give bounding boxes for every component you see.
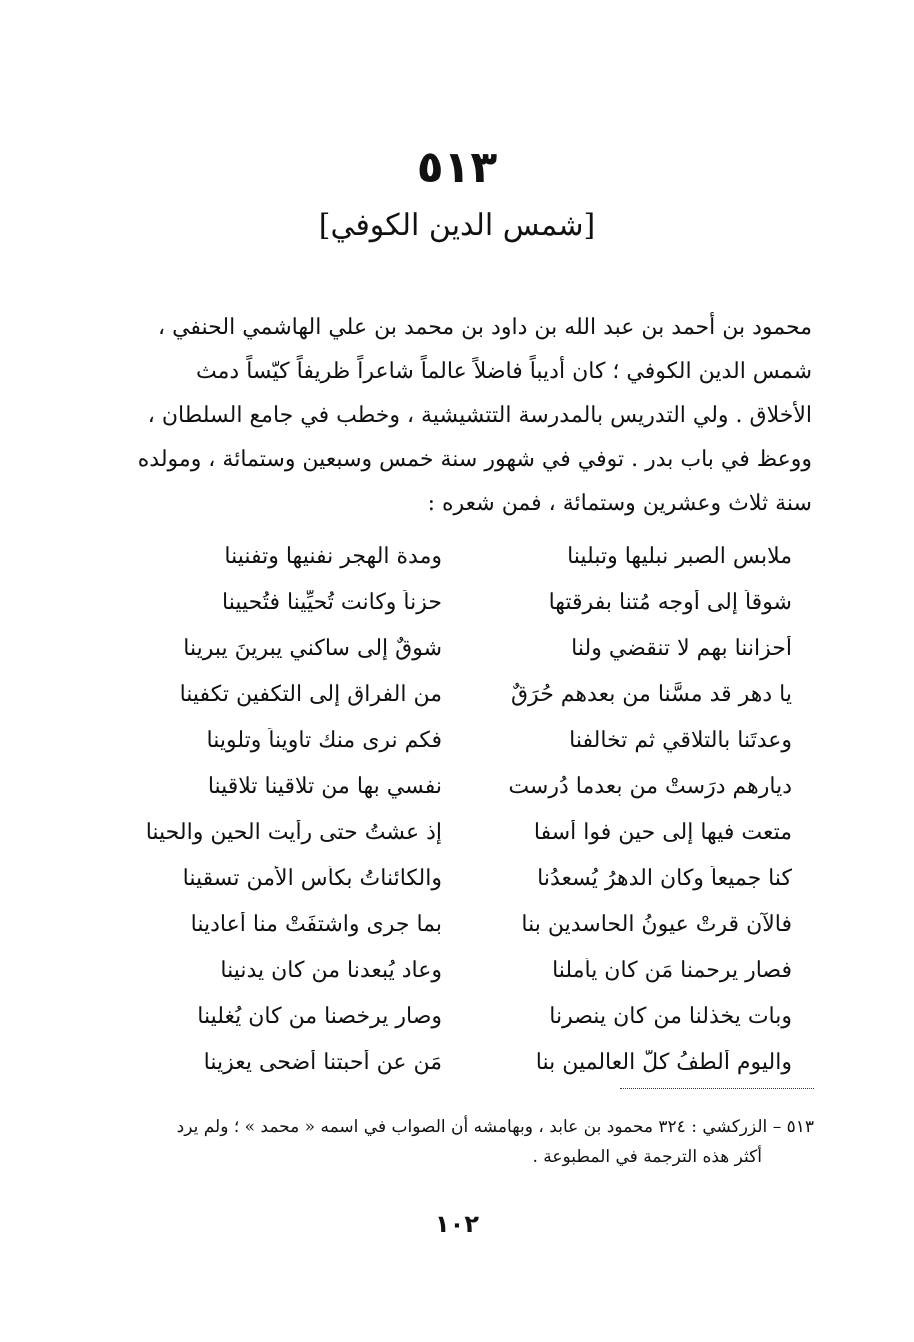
bio-line: سنة ثلاث وعشرين وستمائة ، فمن شعره : xyxy=(427,491,812,516)
verse-first-hemistich: ديارهم درَستْ من بعدما دُرست xyxy=(508,773,792,799)
verse-second-hemistich: ومدة الهجر نفنيها وتفنينا xyxy=(224,543,442,569)
poem-verse xyxy=(112,763,792,809)
verse-first-hemistich: شوقاً إلى أوجه مُتنا بفرقتها xyxy=(548,589,792,615)
verse-first-hemistich: ملابس الصبر نبليها وتبلينا xyxy=(567,543,792,569)
poem-verse xyxy=(112,579,792,625)
biography-paragraph xyxy=(112,306,812,526)
verse-first-hemistich: واليوم ألطفُ كلّ العالمين بنا xyxy=(535,1049,792,1075)
verse-first-hemistich: متعت فيها إلى حين فوا أسفا xyxy=(533,819,792,845)
verse-first-hemistich: يا دهر قد مسَّنا من بعدهم حُرَقٌ xyxy=(510,681,792,707)
bio-line: الأخلاق . ولي التدريس بالمدرسة التتشيشية ، وخطب في جامع السلطان ، xyxy=(147,403,812,428)
poem-verse xyxy=(112,1039,792,1085)
verse-second-hemistich: بما جرى واشتفَتْ منا أعادينا xyxy=(190,911,442,937)
verse-second-hemistich: من الفراق إلى التكفين تكفينا xyxy=(179,681,442,707)
verse-second-hemistich: والكائناتُ بكأسِ الأمن تسقينا xyxy=(182,865,442,891)
entry-title: [شمس الدين الكوفي] xyxy=(318,208,596,243)
verse-second-hemistich: مَن عن أحبتنا أضحى يعزينا xyxy=(203,1049,442,1075)
poem-verse xyxy=(112,947,792,993)
poem-verse xyxy=(112,717,792,763)
verse-second-hemistich: إذ عشتُ حتى رأيت الحين والحينا xyxy=(145,819,442,845)
poem-verse xyxy=(112,625,792,671)
page-number: ١٠٢ xyxy=(435,1210,479,1238)
verse-first-hemistich: وعدتَنا بالتلاقي ثم تخالفنا xyxy=(569,727,792,753)
footnote-line: ٥١٣ – الزركشي : ٣٢٤ محمود بن عابد ، وبهامشه أن الصواب في اسمه « محمد » ؛ ولم يرد xyxy=(176,1117,814,1137)
bio-line: شمس الدين الكوفي ؛ كان أديباً فاضلاً عالماً شاعراً ظريفاً كيّساً دمث xyxy=(196,359,812,384)
poem-verse xyxy=(112,855,792,901)
poem-verse xyxy=(112,671,792,717)
poem-verse xyxy=(112,809,792,855)
footnote-divider xyxy=(620,1088,814,1089)
poem-verse xyxy=(112,901,792,947)
entry-number: ٥١٣ xyxy=(416,142,498,193)
verse-first-hemistich: كنا جميعاً وكان الدهرُ يُسعدُنا xyxy=(537,865,792,891)
verse-second-hemistich: حزناً وكانت تُحيِّينا فتُحيينا xyxy=(222,589,442,615)
footnote-line: أكثر هذه الترجمة في المطبوعة . xyxy=(532,1147,762,1167)
verse-first-hemistich: أحزاننا بهم لا تنقضي ولنا xyxy=(571,635,792,661)
verse-second-hemistich: وعاد يُبعدنا من كان يدنينا xyxy=(220,957,442,983)
verse-second-hemistich: شوقٌ إلى ساكني يبرينَ يبرينا xyxy=(183,635,442,661)
poem-verse xyxy=(112,533,792,579)
bio-line: ووعظ في باب بدر . توفي في شهور سنة خمس وسبعين وستمائة ، ومولده xyxy=(137,447,812,472)
verse-second-hemistich: وصار يرخصنا من كان يُغلينا xyxy=(197,1003,442,1029)
poem xyxy=(112,533,792,1085)
verse-first-hemistich: فالآن قرتْ عيونُ الحاسدين بنا xyxy=(521,911,792,937)
verse-first-hemistich: وبات يخذلنا من كان ينصرنا xyxy=(549,1003,792,1029)
verse-second-hemistich: نفسي بها من تلاقينا تلاقينا xyxy=(207,773,442,799)
poem-verse xyxy=(112,993,792,1039)
verse-second-hemistich: فكم نرى منك تاويناً وتلوينا xyxy=(206,727,442,753)
footnote xyxy=(114,1112,814,1172)
bio-line: محمود بن أحمد بن عبد الله بن داود بن محمد بن علي الهاشمي الحنفي ، xyxy=(157,315,812,340)
verse-first-hemistich: فصار يرحمنا مَن كان يأملنا xyxy=(552,957,792,983)
